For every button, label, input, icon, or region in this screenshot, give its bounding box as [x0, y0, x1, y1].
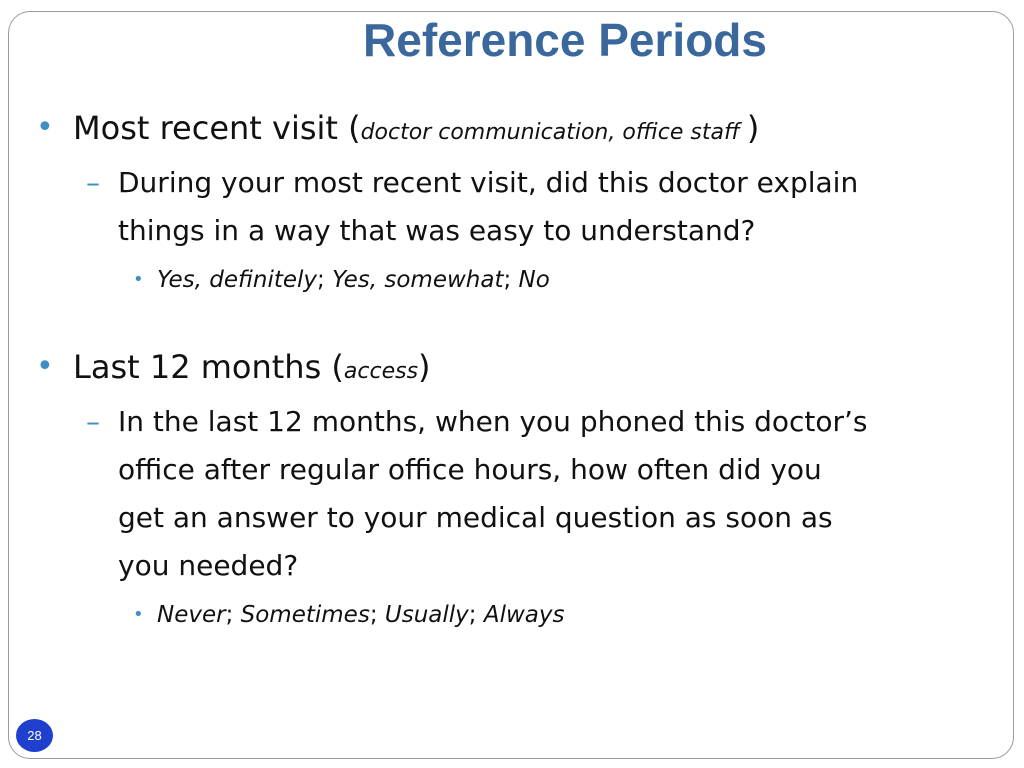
page-number-badge: 28 — [16, 719, 53, 752]
question-line: In the last 12 months, when you phoned this doctor’s — [118, 405, 868, 438]
option: Sometimes — [240, 602, 370, 628]
option: Always — [483, 602, 565, 628]
question-line: you needed? — [118, 549, 299, 582]
slide-body — [36, 104, 996, 636]
heading-text: Last 12 months ( — [73, 348, 344, 386]
answer-options-last-12-months: • Never; Sometimes; Usually; Always — [36, 594, 996, 636]
option: Never — [157, 602, 226, 628]
bullet-dot-icon: • — [36, 110, 54, 145]
heading-italic: doctor communication, office staff — [360, 120, 747, 145]
question-most-recent-visit — [36, 159, 996, 255]
bullet-dot-icon: • — [133, 604, 144, 625]
slide-title: Reference Periods — [363, 14, 767, 66]
answer-options-most-recent-visit: • Yes, definitely; Yes, somewhat; No — [36, 259, 996, 301]
question-last-12-months — [36, 398, 996, 590]
dash-icon: – — [86, 405, 100, 438]
option: No — [518, 267, 550, 293]
question-line: get an answer to your medical question as soon as — [118, 501, 833, 534]
question-line: things in a way that was easy to understand? — [118, 214, 756, 247]
question-line: During your most recent visit, did this doctor explain — [118, 166, 859, 199]
bullet-last-12-months — [36, 343, 996, 396]
option: Yes, somewhat — [332, 267, 504, 293]
heading-suffix: ) — [746, 109, 760, 147]
heading-text: Most recent visit ( — [73, 109, 361, 147]
question-line: office after regular office hours, how often did you — [118, 453, 822, 486]
dash-icon: – — [86, 166, 100, 199]
heading-italic: access — [343, 359, 419, 384]
heading-suffix: ) — [418, 348, 431, 386]
option: Yes, definitely — [157, 267, 318, 293]
bullet-dot-icon: • — [36, 349, 54, 384]
option: Usually — [384, 602, 469, 628]
bullet-dot-icon: • — [133, 269, 144, 290]
bullet-most-recent-visit — [36, 104, 996, 157]
